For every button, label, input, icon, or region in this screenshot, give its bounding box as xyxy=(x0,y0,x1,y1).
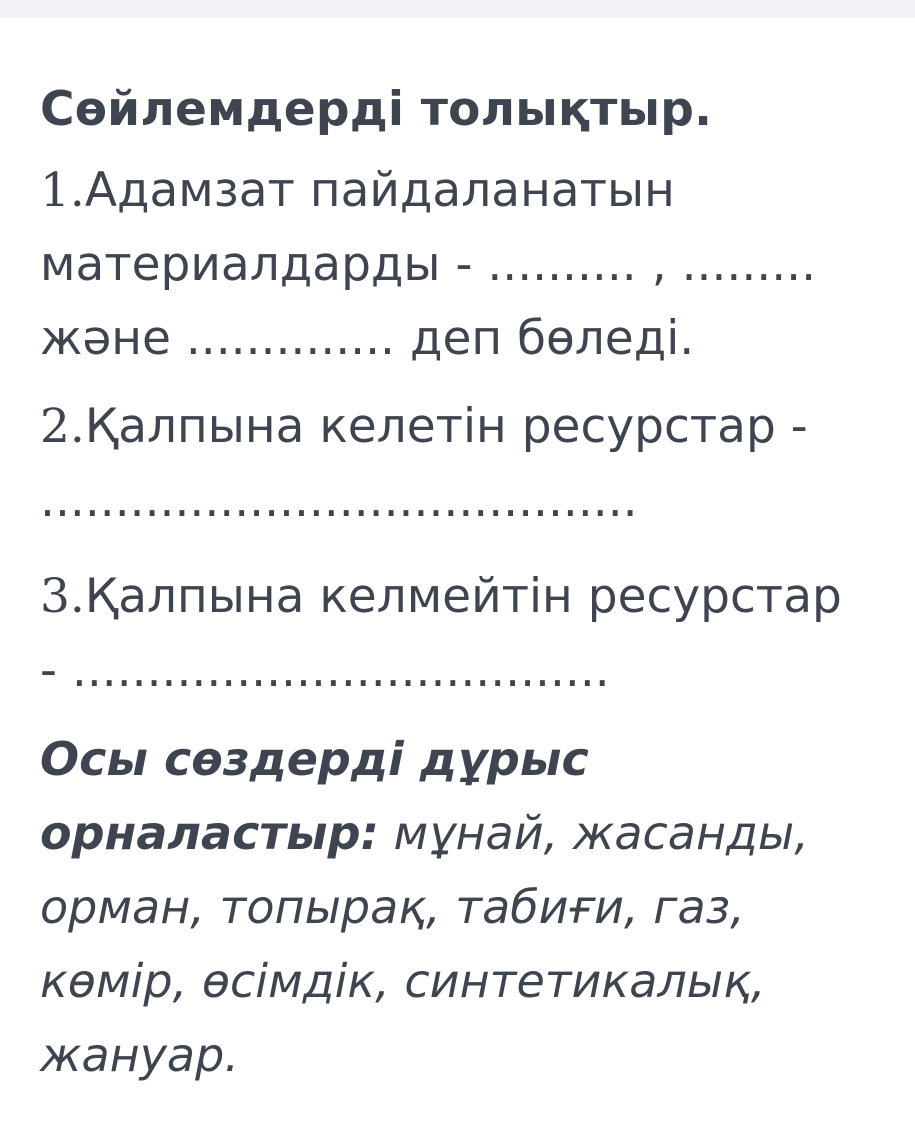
instruction-line-2 xyxy=(40,796,890,870)
question-3 xyxy=(40,560,890,708)
word-list-2: орман, топырақ, табиғи, газ, xyxy=(40,880,745,934)
worksheet-title: Сөйлемдерді толықтыр. xyxy=(40,82,713,137)
question-1 xyxy=(40,154,890,376)
question-3-number: 3. xyxy=(40,569,85,624)
question-2-number: 2. xyxy=(40,399,85,454)
question-2 xyxy=(40,390,890,538)
question-1-line-3: және .............. деп бөледі. xyxy=(40,311,695,366)
top-band xyxy=(0,0,915,18)
instruction xyxy=(40,722,890,1092)
question-1-text-1: Адамзат пайдаланатын xyxy=(84,163,675,218)
instruction-heading-line-2: орналастыр: xyxy=(40,806,379,860)
word-list-4: жануар. xyxy=(40,1028,239,1082)
instruction-heading-line-1: Осы сөздерді дұрыс xyxy=(40,732,589,786)
question-2-answer-blank: ........................................ xyxy=(40,473,638,528)
question-3-answer-blank: - .................................... xyxy=(40,643,610,698)
worksheet-content xyxy=(40,72,890,1092)
question-2-line-1 xyxy=(40,390,890,464)
word-list-3: көмір, өсімдік, синтетикалық, xyxy=(40,954,766,1008)
question-2-text-1: Қалпына келетін ресурстар - xyxy=(84,399,808,454)
question-1-line-2: материалдарды - .......... , ......... xyxy=(40,237,817,292)
word-list-1: мұнай, жасанды, xyxy=(378,806,809,860)
question-3-text-1: Қалпына келмейтін ресурстар xyxy=(84,569,842,624)
question-1-line-1 xyxy=(40,154,890,228)
question-1-number: 1. xyxy=(40,163,85,218)
question-3-line-1 xyxy=(40,560,890,634)
